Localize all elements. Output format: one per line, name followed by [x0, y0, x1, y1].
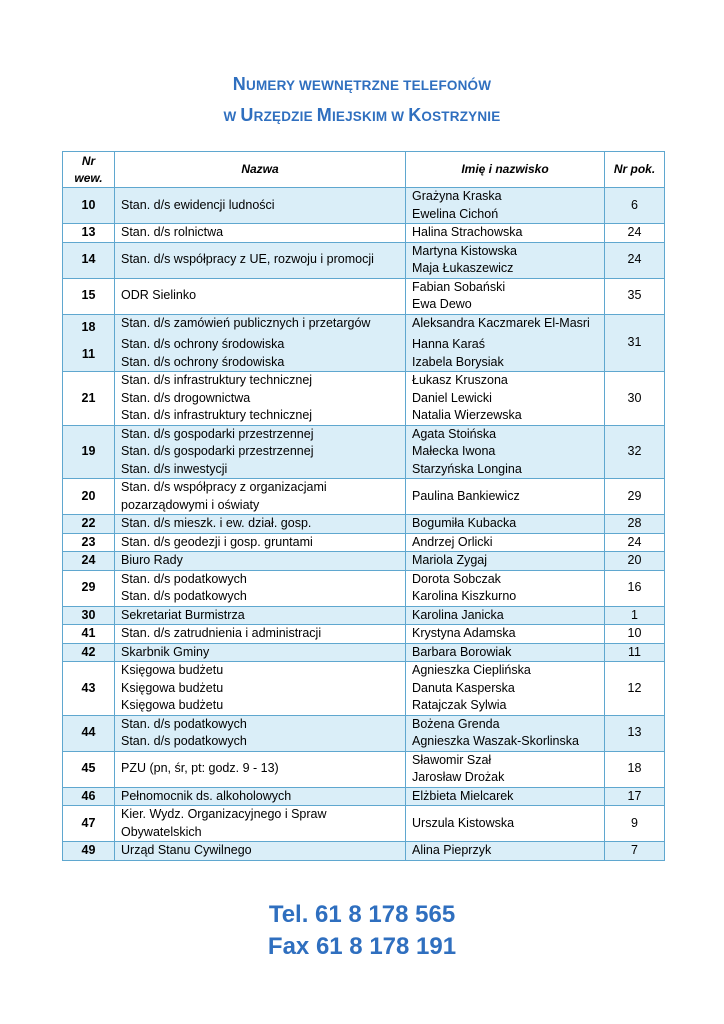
name-cell: Stan. d/s rolnictwa [115, 224, 406, 243]
name-line: Stan. d/s ochrony środowiska [121, 337, 285, 351]
title-part: W [223, 109, 241, 124]
title-rest: UMERY WEWNĘTRZNE TELEFONÓW [246, 78, 492, 93]
person-cell: Krystyna Adamska [406, 625, 605, 644]
ext-number: 18 [81, 320, 96, 334]
name-cell: Stan. d/s współpracy z UE, rozwoju i promocji [115, 242, 406, 278]
title-part: U [240, 105, 254, 125]
name-line: Stan. d/s gospodarki przestrzennej [121, 444, 314, 458]
name-line: Stan. d/s zamówień publicznych i przetargów [121, 315, 371, 330]
name-cell: Sekretariat Burmistrza [115, 606, 406, 625]
person: Agata Stoińska [412, 426, 497, 441]
fax-number: Fax 61 8 178 191 [267, 933, 457, 960]
name-line: Księgowa budżetu [121, 698, 224, 712]
room-cell: 35 [605, 278, 665, 314]
person-cell [406, 372, 605, 426]
ext-cell: 15 [63, 278, 115, 314]
person-cell [406, 751, 605, 787]
name-cell [115, 570, 406, 606]
person: Ratajczak Sylwia [412, 698, 507, 712]
person-cell: Karolina Janicka [406, 606, 605, 625]
name-cell [115, 425, 406, 479]
person: Danuta Kasperska [412, 680, 515, 695]
title-part: M [316, 105, 332, 125]
person: Grażyna Kraska [412, 189, 502, 203]
room-cell: 12 [605, 662, 665, 716]
name-cell: Stan. d/s geodezji i gosp. gruntami [115, 533, 406, 552]
person: Fabian Sobański [412, 279, 506, 294]
ext-cell: 13 [63, 224, 115, 243]
ext-cell: 30 [63, 606, 115, 625]
name-line: Stan. d/s podatkowych [121, 571, 247, 586]
table-row [63, 787, 665, 806]
table-row [63, 372, 665, 426]
ext-cell: 24 [63, 552, 115, 571]
name-line: Stan. d/s drogownictwa [121, 390, 251, 405]
person: Daniel Lewicki [412, 390, 492, 405]
table-row [63, 425, 665, 479]
room-cell: 11 [605, 643, 665, 662]
ext-cell: 20 [63, 479, 115, 515]
header-nazwa: Nazwa [115, 152, 406, 188]
person-cell: Halina Strachowska [406, 224, 605, 243]
name-cell [115, 715, 406, 751]
person-cell: Elżbieta Mielcarek [406, 787, 605, 806]
table-row [63, 715, 665, 751]
name-cell: Stan. d/s zatrudnienia i administracji [115, 625, 406, 644]
table-row [63, 533, 665, 552]
ext-cell: 43 [63, 662, 115, 716]
room-cell: 18 [605, 751, 665, 787]
name-line: Kier. Wydz. Organizacyjnego i Spraw [121, 807, 327, 821]
person-cell: Alina Pieprzyk [406, 842, 605, 861]
header-text: wew. [74, 170, 103, 185]
table-row [63, 479, 665, 515]
ext-cell: 21 [63, 372, 115, 426]
ext-cell: 14 [63, 242, 115, 278]
person-cell: Andrzej Orlicki [406, 533, 605, 552]
name-cell [115, 662, 406, 716]
person: Agnieszka Cieplińska [412, 663, 531, 677]
name-cell: Pełnomocnik ds. alkoholowych [115, 787, 406, 806]
person: Ewelina Cichoń [412, 206, 499, 221]
phone-extensions-table [62, 151, 665, 861]
name-cell: Stan. d/s mieszk. i ew. dział. gosp. [115, 515, 406, 534]
name-line: Stan. d/s infrastruktury technicznej [121, 373, 313, 387]
name-cell: Stan. d/s ewidencji ludności [115, 188, 406, 224]
ext-cell: 22 [63, 515, 115, 534]
table-row [63, 570, 665, 606]
room-cell: 20 [605, 552, 665, 571]
person: Agnieszka Waszak-Skorlinska [412, 734, 579, 748]
person: Ewa Dewo [412, 297, 472, 311]
room-cell: 24 [605, 242, 665, 278]
phone-number: Tel. 61 8 178 565 [268, 901, 456, 928]
ext-cell: 29 [63, 570, 115, 606]
table-header-row [63, 152, 665, 188]
table-row [63, 188, 665, 224]
room-cell: 29 [605, 479, 665, 515]
name-cell: PZU (pn, śr, pt: godz. 9 - 13) [115, 751, 406, 787]
person-cell [406, 570, 605, 606]
person: Natalia Wierzewska [412, 408, 522, 422]
table-row [63, 806, 665, 842]
room-cell: 16 [605, 570, 665, 606]
room-cell: 28 [605, 515, 665, 534]
ext-cell: 19 [63, 425, 115, 479]
person-cell [406, 242, 605, 278]
person-cell: Mariola Zygaj [406, 552, 605, 571]
name-cell: ODR Sielinko [115, 278, 406, 314]
person-cell [406, 188, 605, 224]
name-line: pozarządowymi i oświaty [121, 497, 260, 512]
table-row [63, 314, 665, 372]
person: Martyna Kistowska [412, 243, 517, 258]
ext-number: 11 [81, 346, 96, 361]
person-cell [406, 314, 605, 372]
name-cell: Skarbnik Gminy [115, 643, 406, 662]
room-cell: 32 [605, 425, 665, 479]
name-line: Stan. d/s gospodarki przestrzennej [121, 426, 314, 441]
title-part: RZĘDZIE [253, 109, 317, 124]
name-line: Stan. d/s podatkowych [121, 734, 247, 748]
ext-cell: 44 [63, 715, 115, 751]
table-row [63, 278, 665, 314]
header-nr-pok: Nr pok. [605, 152, 665, 188]
table-row [63, 662, 665, 716]
room-cell: 9 [605, 806, 665, 842]
name-cell [115, 806, 406, 842]
table-row [63, 643, 665, 662]
title-part: IEJSKIM W [331, 109, 409, 124]
name-line: Stan. d/s infrastruktury technicznej [121, 408, 313, 422]
name-line: Stan. d/s współpracy z organizacjami [121, 480, 327, 494]
ext-cell: 45 [63, 751, 115, 787]
person: Jarosław Drożak [412, 770, 505, 784]
person: Bożena Grenda [412, 716, 500, 731]
person-cell [406, 425, 605, 479]
name-line: Księgowa budżetu [121, 663, 224, 677]
person: Łukasz Kruszona [412, 373, 508, 387]
room-cell: 7 [605, 842, 665, 861]
ext-cell [63, 314, 115, 372]
person-cell [406, 662, 605, 716]
name-cell [115, 372, 406, 426]
person: Starzyńska Longina [412, 461, 522, 476]
ext-cell: 10 [63, 188, 115, 224]
room-cell: 31 [605, 314, 665, 372]
header-text: Nr [81, 153, 96, 168]
title-initial: N [232, 74, 246, 94]
name-line: Stan. d/s podatkowych [121, 589, 247, 603]
person: Izabela Borysiak [412, 354, 504, 369]
person: Dorota Sobczak [412, 571, 501, 586]
ext-cell: 42 [63, 643, 115, 662]
table-row [63, 606, 665, 625]
title-part: OSTRZYNIE [421, 109, 501, 124]
person-cell: Paulina Bankiewicz [406, 479, 605, 515]
name-cell [115, 479, 406, 515]
table-row [63, 552, 665, 571]
name-cell: Biuro Rady [115, 552, 406, 571]
person-cell: Barbara Borowiak [406, 643, 605, 662]
ext-cell: 46 [63, 787, 115, 806]
ext-cell: 23 [63, 533, 115, 552]
document-title-line-1 [0, 74, 724, 95]
header-nr-wew [63, 152, 115, 188]
room-cell: 17 [605, 787, 665, 806]
name-line: Księgowa budżetu [121, 680, 224, 695]
title-part: K [408, 105, 422, 125]
person: Sławomir Szał [412, 752, 492, 767]
room-cell: 24 [605, 533, 665, 552]
ext-cell: 49 [63, 842, 115, 861]
table-row [63, 625, 665, 644]
ext-cell: 41 [63, 625, 115, 644]
person-cell [406, 278, 605, 314]
person-cell: Bogumiła Kubacka [406, 515, 605, 534]
person-cell [406, 715, 605, 751]
person: Małecka Iwona [412, 444, 496, 458]
person: Hanna Karaś [412, 337, 485, 351]
name-cell: Urząd Stanu Cywilnego [115, 842, 406, 861]
room-cell: 24 [605, 224, 665, 243]
room-cell: 10 [605, 625, 665, 644]
name-line: Obywatelskich [121, 824, 202, 839]
name-line: Stan. d/s podatkowych [121, 716, 247, 731]
table-row [63, 242, 665, 278]
table-row [63, 224, 665, 243]
table-row [63, 751, 665, 787]
room-cell: 6 [605, 188, 665, 224]
person: Maja Łukaszewicz [412, 261, 514, 275]
ext-cell: 47 [63, 806, 115, 842]
table-row [63, 515, 665, 534]
document-title-line-2 [0, 105, 724, 126]
person: Karolina Kiszkurno [412, 589, 517, 603]
name-line: Stan. d/s inwestycji [121, 461, 228, 476]
room-cell: 13 [605, 715, 665, 751]
room-cell: 30 [605, 372, 665, 426]
room-cell: 1 [605, 606, 665, 625]
header-imie: Imię i nazwisko [406, 152, 605, 188]
person-cell: Urszula Kistowska [406, 806, 605, 842]
person: Aleksandra Kaczmarek El-Masri [412, 315, 590, 330]
name-cell [115, 314, 406, 372]
table-row [63, 842, 665, 861]
name-line: Stan. d/s ochrony środowiska [121, 354, 285, 369]
